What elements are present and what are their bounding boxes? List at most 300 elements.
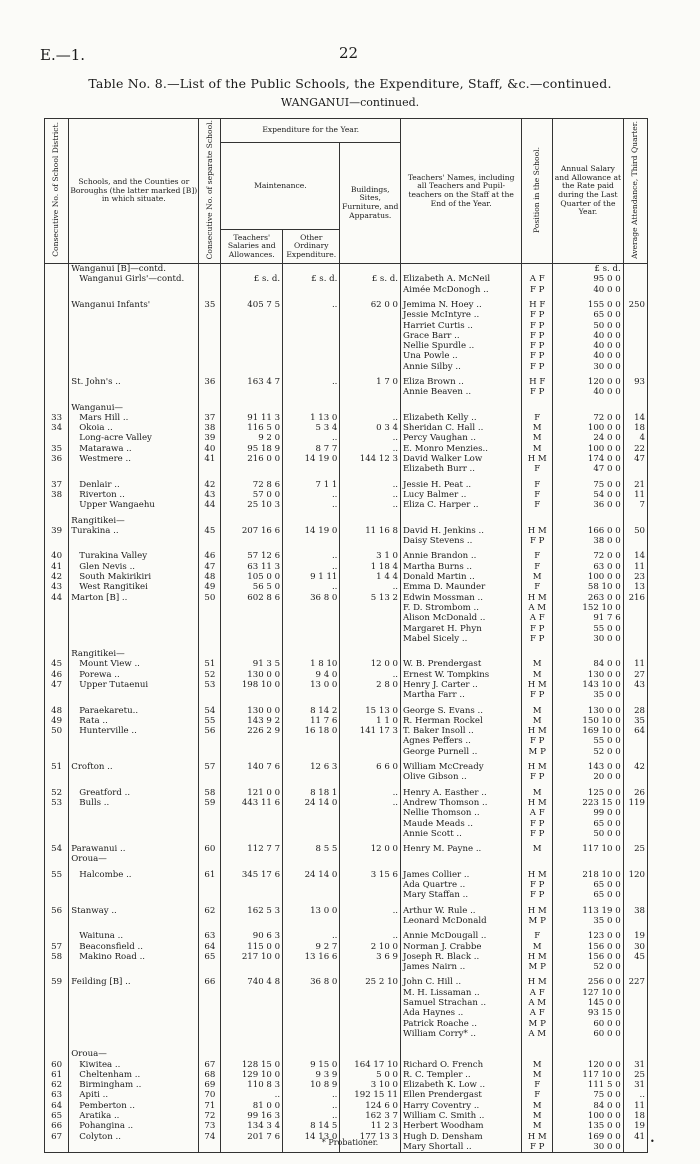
cell-district-no — [45, 1008, 69, 1018]
cell-buildings — [340, 649, 401, 659]
cell-teacher-name: Joseph R. Black .. — [401, 952, 522, 962]
cell-buildings — [340, 1008, 401, 1018]
table-row — [45, 906, 648, 916]
cell-school-no — [199, 387, 221, 397]
cell-salaries: 99 16 3 — [221, 1111, 283, 1121]
cell-school-name: Apiti .. — [69, 1090, 199, 1100]
cell-district-no — [45, 500, 69, 510]
col-position: Position in the School. — [522, 119, 553, 264]
cell-school-name — [69, 988, 199, 998]
table-row — [45, 274, 648, 284]
cell-attendance — [623, 829, 647, 839]
cell-position: H M — [522, 726, 553, 736]
cell-attendance: 21 — [623, 480, 647, 490]
cell-attendance: 22 — [623, 444, 647, 454]
cell-school-no — [199, 998, 221, 1008]
col-buildings: Buildings, Sites, Furniture, and Apparatus. — [340, 143, 401, 264]
cell-position: M — [522, 444, 553, 454]
cell-teacher-name: Arthur W. Rule .. — [401, 906, 522, 916]
cell-annual-salary: 166 0 0 — [553, 526, 624, 536]
cell-teacher-name: Andrew Thomson .. — [401, 798, 522, 808]
cell-position: M P — [522, 916, 553, 926]
cell-teacher-name: Mary Staffan .. — [401, 890, 522, 900]
cell-salaries: 443 11 6 — [221, 798, 283, 808]
table-subtitle: WANGANUI—continued. — [280, 96, 420, 109]
cell-buildings — [340, 988, 401, 998]
col-annual-salary: Annual Salary and Allowance at the Rate paid during the Last Quarter of the Year. — [553, 119, 624, 264]
cell-position: H M — [522, 798, 553, 808]
cell-salaries: 345 17 6 — [221, 870, 283, 880]
cell-buildings: 124 6 0 — [340, 1101, 401, 1111]
cell-district-no: 42 — [45, 572, 69, 582]
cell-teacher-name: R. C. Templer .. — [401, 1070, 522, 1080]
cell-annual-salary: 35 0 0 — [553, 916, 624, 926]
cell-attendance — [623, 264, 647, 275]
cell-other-expenditure: 11 7 6 — [283, 716, 340, 726]
cell-district-no — [45, 1029, 69, 1039]
cell-annual-salary: £ s. d. — [553, 264, 624, 275]
table-row — [45, 819, 648, 829]
cell-position: F P — [522, 285, 553, 295]
cell-position: H M — [522, 906, 553, 916]
cell-annual-salary: 125 0 0 — [553, 788, 624, 798]
cell-salaries: 57 12 6 — [221, 551, 283, 561]
cell-other-expenditure: .. — [283, 562, 340, 572]
cell-buildings — [340, 829, 401, 839]
cell-salaries: 602 8 6 — [221, 593, 283, 603]
cell-position: M — [522, 788, 553, 798]
cell-school-no — [199, 736, 221, 746]
cell-attendance — [623, 331, 647, 341]
cell-position: F — [522, 480, 553, 490]
cell-district-no: 60 — [45, 1060, 69, 1070]
cell-district-no — [45, 649, 69, 659]
cell-salaries: 198 10 0 — [221, 680, 283, 690]
cell-school-no: 74 — [199, 1132, 221, 1142]
cell-buildings — [340, 736, 401, 746]
cell-attendance: 7 — [623, 500, 647, 510]
cell-school-no: 73 — [199, 1121, 221, 1131]
cell-salaries — [221, 772, 283, 782]
cell-other-expenditure: .. — [283, 1111, 340, 1121]
cell-attendance: 14 — [623, 413, 647, 423]
cell-other-expenditure: 5 3 4 — [283, 423, 340, 433]
cell-attendance: 30 — [623, 942, 647, 952]
cell-salaries — [221, 819, 283, 829]
cell-attendance: 120 — [623, 870, 647, 880]
cell-annual-salary: 100 0 0 — [553, 572, 624, 582]
table-row — [45, 341, 648, 351]
cell-teacher-name: Martha Burns .. — [401, 562, 522, 572]
cell-salaries: 129 10 0 — [221, 1070, 283, 1080]
cell-position — [522, 264, 553, 275]
cell-attendance: 18 — [623, 1111, 647, 1121]
cell-attendance — [623, 1008, 647, 1018]
cell-other-expenditure: 36 8 0 — [283, 977, 340, 987]
cell-school-name: Birmingham .. — [69, 1080, 199, 1090]
cell-other-expenditure: 9 15 0 — [283, 1060, 340, 1070]
cell-position: A F — [522, 274, 553, 284]
cell-attendance — [623, 536, 647, 546]
cell-buildings — [340, 403, 401, 413]
cell-salaries: 112 7 7 — [221, 844, 283, 854]
cell-annual-salary: 65 0 0 — [553, 890, 624, 900]
cell-teacher-name: E. Monro Menzies.. — [401, 444, 522, 454]
cell-salaries — [221, 362, 283, 372]
cell-buildings — [340, 603, 401, 613]
cell-annual-salary: 30 0 0 — [553, 634, 624, 644]
table-row — [45, 772, 648, 782]
table-row — [45, 454, 648, 464]
cell-annual-salary: 38 0 0 — [553, 536, 624, 546]
cell-attendance: 41 — [623, 1132, 647, 1142]
cell-other-expenditure: 10 8 9 — [283, 1080, 340, 1090]
cell-position: F — [522, 562, 553, 572]
cell-teacher-name — [401, 1049, 522, 1059]
cell-attendance: 64 — [623, 726, 647, 736]
cell-annual-salary: 40 0 0 — [553, 285, 624, 295]
cell-school-no — [199, 890, 221, 900]
cell-salaries — [221, 854, 283, 864]
cell-annual-salary: 95 0 0 — [553, 274, 624, 284]
cell-position: F — [522, 582, 553, 592]
cell-position: F P — [522, 634, 553, 644]
cell-school-name: Feilding [B] .. — [69, 977, 199, 987]
cell-other-expenditure — [283, 1029, 340, 1039]
cell-annual-salary: 156 0 0 — [553, 942, 624, 952]
cell-school-no: 35 — [199, 300, 221, 310]
cell-annual-salary — [553, 649, 624, 659]
cell-buildings: .. — [340, 433, 401, 443]
cell-school-no — [199, 1049, 221, 1059]
cell-school-no: 45 — [199, 526, 221, 536]
cell-buildings — [340, 285, 401, 295]
cell-salaries — [221, 536, 283, 546]
cell-annual-salary — [553, 1049, 624, 1059]
cell-buildings: .. — [340, 500, 401, 510]
cell-annual-salary: 100 0 0 — [553, 1111, 624, 1121]
cell-school-name: St. John's .. — [69, 377, 199, 387]
cell-attendance — [623, 362, 647, 372]
cell-school-name — [69, 747, 199, 757]
cell-buildings: .. — [340, 413, 401, 423]
cell-position: M — [522, 1121, 553, 1131]
table-row — [45, 444, 648, 454]
cell-position: M — [522, 1070, 553, 1080]
cell-salaries — [221, 890, 283, 900]
table-row — [45, 613, 648, 623]
cell-district-no: 49 — [45, 716, 69, 726]
table-row — [45, 1101, 648, 1111]
table-row — [45, 680, 648, 690]
cell-district-no — [45, 634, 69, 644]
cell-other-expenditure: 1 13 0 — [283, 413, 340, 423]
cell-position: M — [522, 716, 553, 726]
table-row — [45, 880, 648, 890]
cell-annual-salary: 117 10 0 — [553, 1070, 624, 1080]
cell-school-name — [69, 819, 199, 829]
cell-teacher-name: Lucy Balmer .. — [401, 490, 522, 500]
cell-other-expenditure: 9 4 0 — [283, 670, 340, 680]
table-title: Table No. 8.—List of the Public Schools, the Expenditure, Staff, &c.—continued. — [88, 76, 612, 91]
cell-buildings: .. — [340, 788, 401, 798]
cell-teacher-name: William McCready — [401, 762, 522, 772]
cell-school-name: Oroua— — [69, 1049, 199, 1059]
cell-buildings: 1 4 4 — [340, 572, 401, 582]
cell-salaries: 110 8 3 — [221, 1080, 283, 1090]
cell-other-expenditure: 8 7 7 — [283, 444, 340, 454]
cell-annual-salary: 40 0 0 — [553, 341, 624, 351]
cell-other-expenditure: 13 0 0 — [283, 906, 340, 916]
cell-other-expenditure — [283, 321, 340, 331]
cell-position: M — [522, 844, 553, 854]
cell-attendance: .. — [623, 1090, 647, 1100]
table-row — [45, 952, 648, 962]
cell-school-name: Oroua— — [69, 854, 199, 864]
cell-annual-salary: 24 0 0 — [553, 433, 624, 443]
cell-school-name: Bulls .. — [69, 798, 199, 808]
cell-teacher-name: Annie Beaven .. — [401, 387, 522, 397]
cell-annual-salary: 169 0 0 — [553, 1132, 624, 1142]
cell-other-expenditure — [283, 403, 340, 413]
cell-buildings — [340, 808, 401, 818]
cell-district-no: 35 — [45, 444, 69, 454]
cell-salaries: 81 0 0 — [221, 1101, 283, 1111]
cell-school-no: 37 — [199, 413, 221, 423]
cell-annual-salary: 100 0 0 — [553, 444, 624, 454]
cell-other-expenditure — [283, 819, 340, 829]
table-row — [45, 706, 648, 716]
cell-school-no — [199, 988, 221, 998]
table-row — [45, 413, 648, 423]
cell-district-no: 34 — [45, 423, 69, 433]
cell-district-no: 62 — [45, 1080, 69, 1090]
cell-other-expenditure — [283, 988, 340, 998]
cell-annual-salary: 50 0 0 — [553, 321, 624, 331]
footnote: * Probationer. — [321, 1138, 379, 1147]
cell-school-name: Wanganui Girls'—contd. — [69, 274, 199, 284]
cell-school-name: Aratika .. — [69, 1111, 199, 1121]
cell-position: F P — [522, 819, 553, 829]
cell-teacher-name: Annie Brandon .. — [401, 551, 522, 561]
table-row — [45, 351, 648, 361]
cell-school-no — [199, 321, 221, 331]
cell-buildings — [340, 351, 401, 361]
cell-teacher-name: Patrick Roache .. — [401, 1019, 522, 1029]
cell-salaries: 9 2 0 — [221, 433, 283, 443]
cell-buildings — [340, 264, 401, 275]
cell-school-no — [199, 962, 221, 972]
cell-position: F — [522, 1080, 553, 1090]
corner-mark: • — [650, 1137, 655, 1146]
cell-teacher-name: Eliza Brown .. — [401, 377, 522, 387]
col-salaries: Teachers' Salaries and Allowances. — [221, 230, 283, 264]
cell-position: A M — [522, 1029, 553, 1039]
cell-school-no — [199, 854, 221, 864]
table-row — [45, 362, 648, 372]
cell-school-no: 58 — [199, 788, 221, 798]
cell-annual-salary: 156 0 0 — [553, 952, 624, 962]
cell-other-expenditure — [283, 516, 340, 526]
cell-position: F P — [522, 331, 553, 341]
cell-school-no — [199, 341, 221, 351]
cell-position: H F — [522, 300, 553, 310]
cell-district-no — [45, 624, 69, 634]
cell-teacher-name — [401, 854, 522, 864]
cell-annual-salary: 84 0 0 — [553, 1101, 624, 1111]
cell-school-no — [199, 351, 221, 361]
cell-buildings — [340, 387, 401, 397]
cell-annual-salary — [553, 403, 624, 413]
table-row — [45, 736, 648, 746]
cell-other-expenditure — [283, 772, 340, 782]
cell-district-no — [45, 890, 69, 900]
cell-annual-salary: 130 0 0 — [553, 706, 624, 716]
cell-salaries: 740 4 8 — [221, 977, 283, 987]
cell-salaries: 207 16 6 — [221, 526, 283, 536]
cell-buildings: 12 0 0 — [340, 659, 401, 669]
cell-position: F P — [522, 536, 553, 546]
cell-school-no: 64 — [199, 942, 221, 952]
cell-salaries — [221, 747, 283, 757]
table-row — [45, 536, 648, 546]
cell-buildings: 11 16 8 — [340, 526, 401, 536]
cell-other-expenditure: 7 1 1 — [283, 480, 340, 490]
cell-district-no: 47 — [45, 680, 69, 690]
cell-buildings — [340, 819, 401, 829]
cell-teacher-name: Percy Vaughan .. — [401, 433, 522, 443]
cell-annual-salary: 99 0 0 — [553, 808, 624, 818]
cell-annual-salary: 120 0 0 — [553, 1060, 624, 1070]
cell-school-no: 69 — [199, 1080, 221, 1090]
cell-district-no: 52 — [45, 788, 69, 798]
cell-attendance — [623, 403, 647, 413]
table-row — [45, 551, 648, 561]
cell-buildings — [340, 962, 401, 972]
cell-other-expenditure: 16 18 0 — [283, 726, 340, 736]
cell-other-expenditure — [283, 890, 340, 900]
cell-teacher-name: Nellie Spurdle .. — [401, 341, 522, 351]
cell-school-name — [69, 736, 199, 746]
cell-district-no — [45, 341, 69, 351]
cell-school-name — [69, 285, 199, 295]
cell-other-expenditure: 14 13 0 — [283, 1132, 340, 1142]
cell-buildings — [340, 634, 401, 644]
table-row — [45, 998, 648, 1008]
cell-district-no — [45, 829, 69, 839]
table-row — [45, 988, 648, 998]
cell-salaries: 130 0 0 — [221, 706, 283, 716]
cell-salaries — [221, 351, 283, 361]
table-row — [45, 916, 648, 926]
cell-school-no — [199, 464, 221, 474]
document-code: E.—1. — [40, 46, 86, 64]
cell-teacher-name: Leonard McDonald — [401, 916, 522, 926]
cell-position: M — [522, 433, 553, 443]
cell-salaries — [221, 403, 283, 413]
cell-district-no — [45, 362, 69, 372]
cell-salaries: 91 11 3 — [221, 413, 283, 423]
cell-teacher-name: Martha Farr .. — [401, 690, 522, 700]
cell-other-expenditure: £ s. d. — [283, 274, 340, 284]
cell-district-no — [45, 1049, 69, 1059]
cell-position: F — [522, 931, 553, 941]
cell-school-name: Rangitikei— — [69, 516, 199, 526]
cell-salaries: 63 11 3 — [221, 562, 283, 572]
cell-annual-salary: 65 0 0 — [553, 310, 624, 320]
cell-annual-salary: 65 0 0 — [553, 819, 624, 829]
cell-other-expenditure: .. — [283, 1101, 340, 1111]
cell-other-expenditure — [283, 341, 340, 351]
table-row — [45, 670, 648, 680]
cell-buildings: 3 10 0 — [340, 1080, 401, 1090]
cell-teacher-name: Henry A. Easther .. — [401, 788, 522, 798]
cell-annual-salary: 40 0 0 — [553, 387, 624, 397]
cell-district-no: 38 — [45, 490, 69, 500]
cell-other-expenditure: 9 3 9 — [283, 1070, 340, 1080]
cell-position: F P — [522, 341, 553, 351]
cell-attendance: 31 — [623, 1060, 647, 1070]
cell-annual-salary: 169 10 0 — [553, 726, 624, 736]
cell-teacher-name: Grace Barr .. — [401, 331, 522, 341]
table-row — [45, 1019, 648, 1029]
cell-school-no: 38 — [199, 423, 221, 433]
cell-position: F — [522, 464, 553, 474]
cell-school-no — [199, 536, 221, 546]
cell-attendance — [623, 819, 647, 829]
cell-school-name: Pemberton .. — [69, 1101, 199, 1111]
cell-district-no — [45, 300, 69, 310]
cell-attendance — [623, 808, 647, 818]
cell-buildings: 1 7 0 — [340, 377, 401, 387]
cell-annual-salary: 130 0 0 — [553, 670, 624, 680]
table-row — [45, 464, 648, 474]
cell-salaries — [221, 1008, 283, 1018]
cell-other-expenditure — [283, 854, 340, 864]
cell-school-name: Kiwitea .. — [69, 1060, 199, 1070]
cell-attendance — [623, 351, 647, 361]
cell-other-expenditure — [283, 464, 340, 474]
table-row — [45, 526, 648, 536]
cell-school-name — [69, 351, 199, 361]
cell-teacher-name: Annie Silby .. — [401, 362, 522, 372]
cell-attendance: 227 — [623, 977, 647, 987]
cell-annual-salary: 91 7 6 — [553, 613, 624, 623]
cell-school-no: 68 — [199, 1070, 221, 1080]
cell-district-no — [45, 264, 69, 275]
cell-salaries — [221, 808, 283, 818]
cell-attendance: 35 — [623, 716, 647, 726]
table-row — [45, 762, 648, 772]
cell-buildings — [340, 341, 401, 351]
cell-annual-salary: 47 0 0 — [553, 464, 624, 474]
cell-buildings: 5 0 0 — [340, 1070, 401, 1080]
cell-other-expenditure — [283, 1008, 340, 1018]
cell-attendance — [623, 321, 647, 331]
cell-annual-salary: 54 0 0 — [553, 490, 624, 500]
cell-salaries: 57 0 0 — [221, 490, 283, 500]
table-row — [45, 854, 648, 864]
cell-salaries — [221, 331, 283, 341]
cell-position: M — [522, 572, 553, 582]
cell-teacher-name: Aimée McDonogh .. — [401, 285, 522, 295]
cell-attendance: 28 — [623, 706, 647, 716]
cell-district-no — [45, 747, 69, 757]
cell-school-name — [69, 1019, 199, 1029]
cell-annual-salary: 72 0 0 — [553, 413, 624, 423]
cell-school-name: Wanganui [B]—contd. — [69, 264, 199, 275]
cell-buildings — [340, 613, 401, 623]
